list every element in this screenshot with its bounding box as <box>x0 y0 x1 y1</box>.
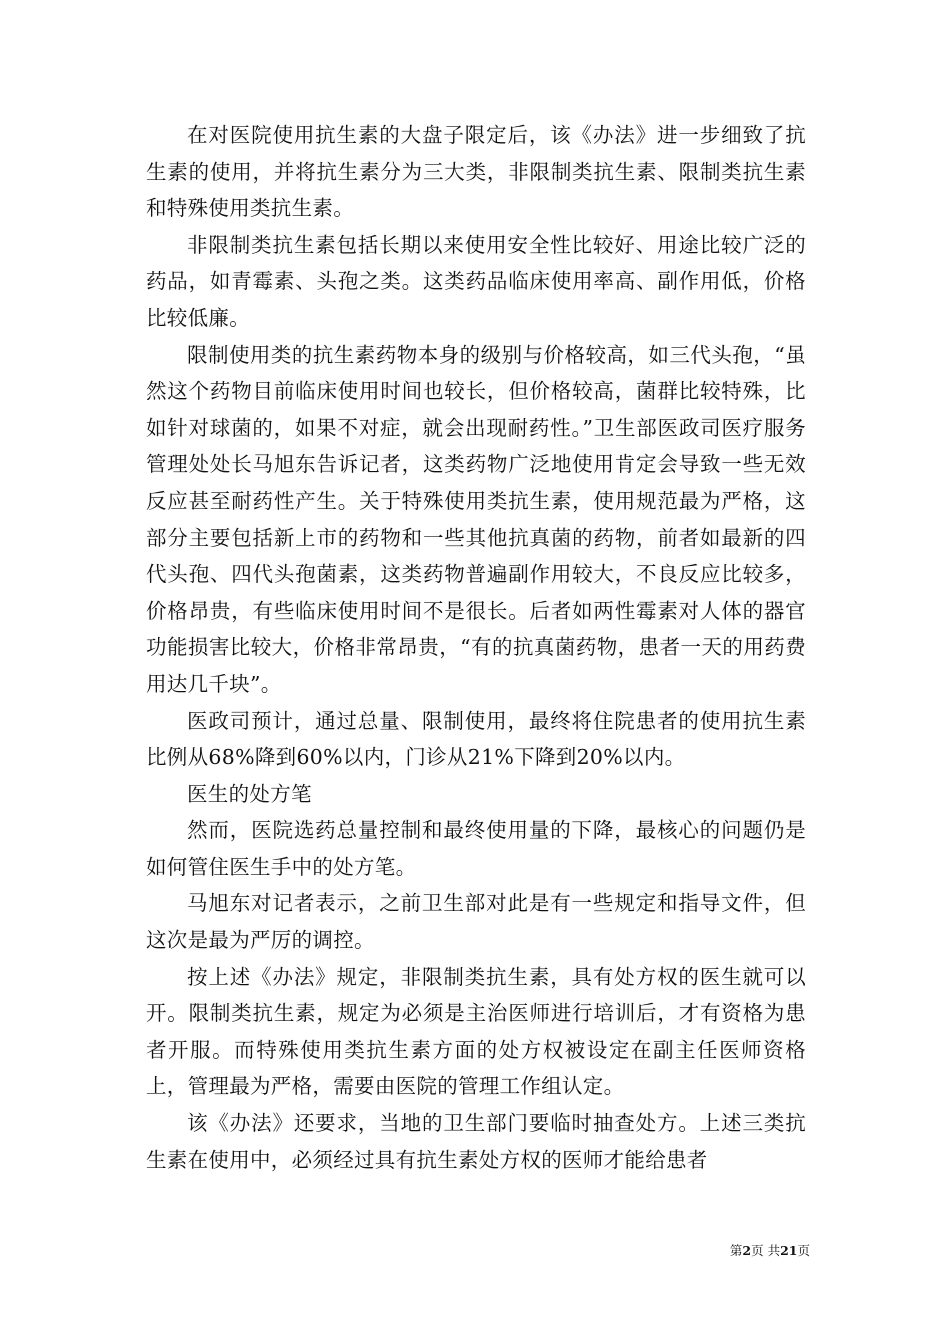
paragraph-antibiotic-categories: 在对医院使用抗生素的大盘子限定后，该《办法》进一步细致了抗生素的使用，并将抗生素分为三大类，非限制类抗生素、限制类抗生素和特殊使用类抗生素。 <box>146 123 806 221</box>
paragraph-prescription-rights: 按上述《办法》规定，非限制类抗生素，具有处方权的医生就可以开。限制类抗生素，规定为必须是主治医师进行培训后，才有资格为患者开服。而特殊使用类抗生素方面的处方权被设定在副主任医师资格上，管理最为严格，需要由医院的管理工作组认定。 <box>146 964 806 1099</box>
paragraph-spot-checks: 该《办法》还要求，当地的卫生部门要临时抽查处方。上述三类抗生素在使用中，必须经过具有抗生素处方权的医师才能给患者 <box>146 1111 806 1172</box>
paragraph-strict-regulation: 马旭东对记者表示，之前卫生部对此是有一些规定和指导文件，但这次是最为严厉的调控。 <box>146 891 806 953</box>
total-pages-number: 21 <box>780 1243 798 1258</box>
page-number-footer <box>700 1243 810 1259</box>
paragraph-prescription-pen: 然而，医院选药总量控制和最终使用量的下降，最核心的问题仍是如何管住医生手中的处方笔。 <box>146 818 806 879</box>
document-body <box>146 117 806 1178</box>
footer-suffix: 页 <box>797 1243 810 1258</box>
footer-prefix: 第 <box>729 1243 743 1258</box>
footer-middle: 页 共 <box>751 1243 781 1258</box>
paragraph-restricted-and-special: 限制使用类的抗生素药物本身的级别与价格较高，如三代头孢，“虽然这个药物目前临床使用时间也较长，但价格较高，菌群比较特殊，比如针对球菌的，如果不对症，就会出现耐药性。”卫生部医政司医疗服务管理处处长马旭东告诉记者，这类药物广泛地使用肯定会导致一些无效反应甚至耐药性产生。关于特殊使用类抗生素，使用规范最为严格，这部分主要包括新上市的药物和一些其他抗真菌的药物，前者如最新的四代头孢、四代头孢菌素，这类药物普遍副作用较大，不良反应比较多，价格昂贵，有些临床使用时间不是很长。后者如两性霉素对人体的器官功能损害比较大，价格非常昂贵，“有的抗真菌药物，患者一天的用药费用达几千块”。 <box>146 342 806 696</box>
section-heading: 医生的处方笔 <box>187 781 312 806</box>
paragraph-non-restricted: 非限制类抗生素包括长期以来使用安全性比较好、用途比较广泛的药品，如青霉素、头孢之类。这类药品临床使用率高、副作用低，价格比较低廉。 <box>146 232 806 330</box>
paragraph-usage-targets: 医政司预计，通过总量、限制使用，最终将住院患者的使用抗生素比例从68%降到60%以内，门诊从21%下降到20%以内。 <box>146 708 806 770</box>
current-page-number: 2 <box>742 1243 752 1258</box>
